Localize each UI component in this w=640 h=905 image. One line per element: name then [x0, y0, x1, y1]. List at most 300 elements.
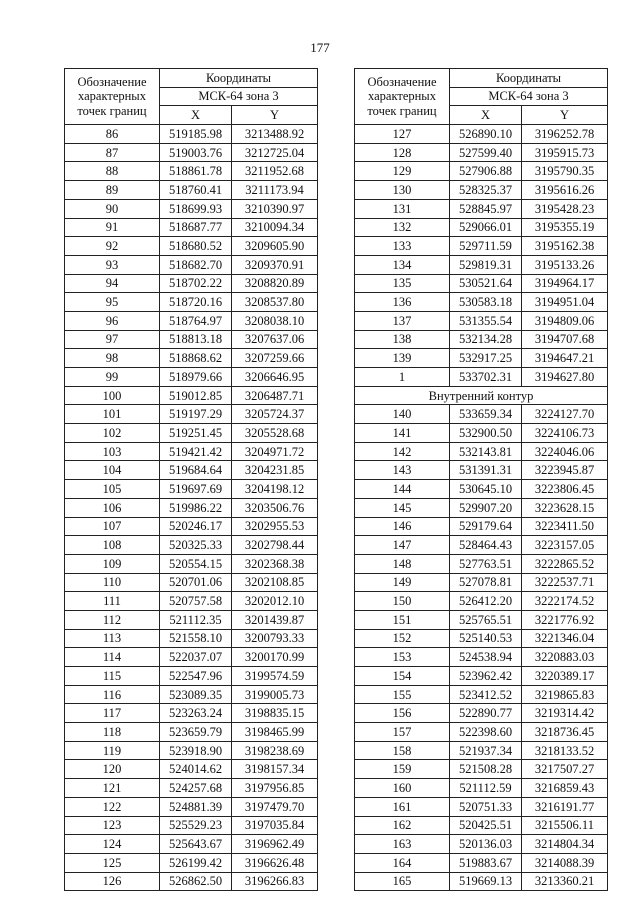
y-cell: 3223157.05 — [522, 536, 608, 555]
table-row — [355, 498, 608, 517]
x-cell: 518813.18 — [160, 330, 232, 349]
table-row — [355, 648, 608, 667]
y-cell: 3224046.06 — [522, 442, 608, 461]
point-cell: 123 — [65, 816, 160, 835]
y-cell: 3222537.71 — [522, 573, 608, 592]
table-row — [355, 293, 608, 312]
y-cell: 3221346.04 — [522, 629, 608, 648]
table-row — [355, 162, 608, 181]
x-cell: 520757.58 — [160, 592, 232, 611]
table-row — [355, 685, 608, 704]
x-cell: 524538.94 — [450, 648, 522, 667]
point-cell: 126 — [65, 872, 160, 891]
y-cell: 3205528.68 — [232, 424, 318, 443]
y-cell: 3219865.83 — [522, 685, 608, 704]
point-cell: 127 — [355, 125, 450, 144]
table-row — [65, 536, 318, 555]
table-row — [355, 143, 608, 162]
x-cell: 529907.20 — [450, 498, 522, 517]
y-cell: 3197035.84 — [232, 816, 318, 835]
y-cell: 3207637.06 — [232, 330, 318, 349]
coordinates-table-left — [64, 68, 318, 891]
x-cell: 519697.69 — [160, 480, 232, 499]
table-row — [355, 330, 608, 349]
table-row — [65, 349, 318, 368]
x-cell: 521558.10 — [160, 629, 232, 648]
x-cell: 518687.77 — [160, 218, 232, 237]
point-cell: 136 — [355, 293, 450, 312]
table-row — [65, 816, 318, 835]
point-cell: 101 — [65, 405, 160, 424]
point-cell: 93 — [65, 255, 160, 274]
table-row — [355, 816, 608, 835]
point-cell: 90 — [65, 199, 160, 218]
x-cell: 528325.37 — [450, 181, 522, 200]
table-row — [65, 330, 318, 349]
point-cell: 144 — [355, 480, 450, 499]
point-cell: 164 — [355, 853, 450, 872]
table-row — [65, 386, 318, 405]
point-cell: 98 — [65, 349, 160, 368]
point-cell: 160 — [355, 779, 450, 798]
y-cell: 3202955.53 — [232, 517, 318, 536]
y-cell: 3196252.78 — [522, 125, 608, 144]
x-cell: 532143.81 — [450, 442, 522, 461]
table-row — [65, 723, 318, 742]
point-cell: 152 — [355, 629, 450, 648]
point-cell: 161 — [355, 797, 450, 816]
designation-header-line: точек границ — [77, 103, 147, 118]
x-cell: 520554.15 — [160, 554, 232, 573]
table-row — [355, 573, 608, 592]
x-cell: 532134.28 — [450, 330, 522, 349]
point-cell: 139 — [355, 349, 450, 368]
y-cell: 3220883.03 — [522, 648, 608, 667]
y-cell: 3221776.92 — [522, 610, 608, 629]
y-cell: 3202798.44 — [232, 536, 318, 555]
coordinates-header: Координаты — [450, 69, 608, 88]
table-row — [355, 125, 608, 144]
y-cell: 3202012.10 — [232, 592, 318, 611]
x-cell: 533659.34 — [450, 405, 522, 424]
point-cell: 148 — [355, 554, 450, 573]
point-cell: 146 — [355, 517, 450, 536]
table-row — [355, 311, 608, 330]
table-row — [355, 442, 608, 461]
point-cell: 89 — [65, 181, 160, 200]
x-cell: 521112.59 — [450, 779, 522, 798]
y-cell: 3194964.17 — [522, 274, 608, 293]
y-cell: 3208038.10 — [232, 311, 318, 330]
table-row — [65, 779, 318, 798]
x-cell: 533702.31 — [450, 368, 522, 387]
point-cell: 145 — [355, 498, 450, 517]
table-row — [65, 704, 318, 723]
y-cell: 3223411.50 — [522, 517, 608, 536]
x-cell: 518682.70 — [160, 255, 232, 274]
inner-contour-label: Внутренний контур — [355, 386, 608, 405]
x-cell: 520425.51 — [450, 816, 522, 835]
y-column-header: Y — [232, 106, 318, 125]
x-cell: 527599.40 — [450, 143, 522, 162]
x-cell: 526199.42 — [160, 853, 232, 872]
y-cell: 3196626.48 — [232, 853, 318, 872]
x-cell: 529066.01 — [450, 218, 522, 237]
x-cell: 522890.77 — [450, 704, 522, 723]
table-row — [65, 255, 318, 274]
point-cell: 114 — [65, 648, 160, 667]
x-cell: 519684.64 — [160, 461, 232, 480]
y-cell: 3198238.69 — [232, 741, 318, 760]
table-row — [355, 461, 608, 480]
y-cell: 3197956.85 — [232, 779, 318, 798]
y-cell: 3203506.76 — [232, 498, 318, 517]
y-cell: 3201439.87 — [232, 610, 318, 629]
table-row — [355, 853, 608, 872]
table-row — [65, 162, 318, 181]
table-row — [355, 592, 608, 611]
y-cell: 3196962.49 — [232, 835, 318, 854]
point-cell: 112 — [65, 610, 160, 629]
table-row — [355, 779, 608, 798]
right-table-section — [355, 386, 608, 405]
table-row — [65, 181, 318, 200]
table-row — [65, 480, 318, 499]
x-cell: 524881.39 — [160, 797, 232, 816]
table-row — [65, 405, 318, 424]
x-column-header: X — [160, 106, 232, 125]
x-cell: 525529.23 — [160, 816, 232, 835]
x-cell: 525643.67 — [160, 835, 232, 854]
point-cell: 125 — [65, 853, 160, 872]
x-cell: 518760.41 — [160, 181, 232, 200]
table-row — [65, 442, 318, 461]
y-cell: 3206487.71 — [232, 386, 318, 405]
x-cell: 526412.20 — [450, 592, 522, 611]
table-row — [65, 274, 318, 293]
point-cell: 158 — [355, 741, 450, 760]
y-cell: 3195616.26 — [522, 181, 608, 200]
point-cell: 117 — [65, 704, 160, 723]
table-row — [65, 125, 318, 144]
y-cell: 3224127.70 — [522, 405, 608, 424]
x-cell: 532917.25 — [450, 349, 522, 368]
designation-header — [355, 69, 450, 125]
x-cell: 519197.29 — [160, 405, 232, 424]
section-row — [355, 386, 608, 405]
x-cell: 523263.24 — [160, 704, 232, 723]
y-cell: 3223806.45 — [522, 480, 608, 499]
point-cell: 120 — [65, 760, 160, 779]
designation-header-line: характерных — [78, 89, 146, 104]
table-row — [355, 480, 608, 499]
x-cell: 525765.51 — [450, 610, 522, 629]
point-cell: 111 — [65, 592, 160, 611]
table-row — [65, 629, 318, 648]
y-cell: 3204231.85 — [232, 461, 318, 480]
x-cell: 520246.17 — [160, 517, 232, 536]
x-cell: 518764.97 — [160, 311, 232, 330]
table-row — [65, 517, 318, 536]
y-cell: 3218133.52 — [522, 741, 608, 760]
point-cell: 94 — [65, 274, 160, 293]
y-cell: 3224106.73 — [522, 424, 608, 443]
y-cell: 3223628.15 — [522, 498, 608, 517]
y-cell: 3194647.21 — [522, 349, 608, 368]
point-cell: 110 — [65, 573, 160, 592]
x-cell: 521112.35 — [160, 610, 232, 629]
point-cell: 105 — [65, 480, 160, 499]
y-cell: 3202368.38 — [232, 554, 318, 573]
point-cell: 142 — [355, 442, 450, 461]
x-cell: 519003.76 — [160, 143, 232, 162]
point-cell: 116 — [65, 685, 160, 704]
y-cell: 3200793.33 — [232, 629, 318, 648]
point-cell: 134 — [355, 255, 450, 274]
x-cell: 523089.35 — [160, 685, 232, 704]
table-row — [65, 685, 318, 704]
y-cell: 3195915.73 — [522, 143, 608, 162]
y-cell: 3198157.34 — [232, 760, 318, 779]
y-cell: 3222174.52 — [522, 592, 608, 611]
table-row — [355, 610, 608, 629]
point-cell: 165 — [355, 872, 450, 891]
x-cell: 527078.81 — [450, 573, 522, 592]
table-row — [355, 349, 608, 368]
y-column-header: Y — [522, 106, 608, 125]
x-cell: 520325.33 — [160, 536, 232, 555]
left-table-body — [65, 125, 318, 891]
table-row — [355, 517, 608, 536]
point-cell: 113 — [65, 629, 160, 648]
point-cell: 88 — [65, 162, 160, 181]
y-cell: 3202108.85 — [232, 573, 318, 592]
x-cell: 530583.18 — [450, 293, 522, 312]
x-cell: 520136.03 — [450, 835, 522, 854]
point-cell: 133 — [355, 237, 450, 256]
x-cell: 528845.97 — [450, 199, 522, 218]
table-row — [355, 218, 608, 237]
x-column-header: X — [450, 106, 522, 125]
y-cell: 3199005.73 — [232, 685, 318, 704]
point-cell: 121 — [65, 779, 160, 798]
point-cell: 163 — [355, 835, 450, 854]
y-cell: 3216191.77 — [522, 797, 608, 816]
x-cell: 527763.51 — [450, 554, 522, 573]
coordinate-system-header: МСК-64 зона 3 — [450, 87, 608, 106]
point-cell: 156 — [355, 704, 450, 723]
y-cell: 3195790.35 — [522, 162, 608, 181]
x-cell: 521937.34 — [450, 741, 522, 760]
point-cell: 135 — [355, 274, 450, 293]
y-cell: 3197479.70 — [232, 797, 318, 816]
y-cell: 3214804.34 — [522, 835, 608, 854]
x-cell: 523412.52 — [450, 685, 522, 704]
y-cell: 3216859.43 — [522, 779, 608, 798]
y-cell: 3206646.95 — [232, 368, 318, 387]
y-cell: 3209370.91 — [232, 255, 318, 274]
table-row — [65, 648, 318, 667]
x-cell: 518861.78 — [160, 162, 232, 181]
table-row — [65, 797, 318, 816]
point-cell: 162 — [355, 816, 450, 835]
point-cell: 150 — [355, 592, 450, 611]
coordinates-header: Координаты — [160, 69, 318, 88]
point-cell: 132 — [355, 218, 450, 237]
coordinates-table-right — [354, 68, 608, 891]
y-cell: 3210094.34 — [232, 218, 318, 237]
x-cell: 528464.43 — [450, 536, 522, 555]
point-cell: 103 — [65, 442, 160, 461]
point-cell: 99 — [65, 368, 160, 387]
y-cell: 3219314.42 — [522, 704, 608, 723]
coordinate-system-header: МСК-64 зона 3 — [160, 87, 318, 106]
y-cell: 3208537.80 — [232, 293, 318, 312]
x-cell: 518699.93 — [160, 199, 232, 218]
x-cell: 520751.33 — [450, 797, 522, 816]
y-cell: 3211952.68 — [232, 162, 318, 181]
table-row — [65, 368, 318, 387]
table-row — [65, 667, 318, 686]
x-cell: 519251.45 — [160, 424, 232, 443]
table-row — [355, 872, 608, 891]
y-cell: 3195133.26 — [522, 255, 608, 274]
table-row — [355, 536, 608, 555]
point-cell: 147 — [355, 536, 450, 555]
y-cell: 3208820.89 — [232, 274, 318, 293]
point-cell: 153 — [355, 648, 450, 667]
y-cell: 3223945.87 — [522, 461, 608, 480]
y-cell: 3194707.68 — [522, 330, 608, 349]
point-cell: 107 — [65, 517, 160, 536]
y-cell: 3211173.94 — [232, 181, 318, 200]
x-cell: 519986.22 — [160, 498, 232, 517]
y-cell: 3213488.92 — [232, 125, 318, 144]
table-row — [355, 424, 608, 443]
x-cell: 518979.66 — [160, 368, 232, 387]
x-cell: 524257.68 — [160, 779, 232, 798]
table-row — [65, 143, 318, 162]
point-cell: 118 — [65, 723, 160, 742]
point-cell: 97 — [65, 330, 160, 349]
table-row — [355, 723, 608, 742]
point-cell: 108 — [65, 536, 160, 555]
table-row — [355, 760, 608, 779]
x-cell: 531391.31 — [450, 461, 522, 480]
x-cell: 524014.62 — [160, 760, 232, 779]
table-row — [355, 554, 608, 573]
table-row — [65, 461, 318, 480]
y-cell: 3210390.97 — [232, 199, 318, 218]
y-cell: 3194627.80 — [522, 368, 608, 387]
y-cell: 3218736.45 — [522, 723, 608, 742]
x-cell: 526890.10 — [450, 125, 522, 144]
table-row — [355, 255, 608, 274]
point-cell: 86 — [65, 125, 160, 144]
table-row — [355, 181, 608, 200]
table-row — [355, 368, 608, 387]
point-cell: 122 — [65, 797, 160, 816]
y-cell: 3195162.38 — [522, 237, 608, 256]
point-cell: 130 — [355, 181, 450, 200]
designation-header-line: Обозначение — [367, 74, 437, 89]
table-row — [65, 592, 318, 611]
x-cell: 518680.52 — [160, 237, 232, 256]
right-table-body-outer — [355, 125, 608, 387]
x-cell: 527906.88 — [450, 162, 522, 181]
point-cell: 124 — [65, 835, 160, 854]
y-cell: 3212725.04 — [232, 143, 318, 162]
table-row — [355, 741, 608, 760]
designation-header-line: Обозначение — [77, 74, 147, 89]
x-cell: 532900.50 — [450, 424, 522, 443]
x-cell: 529711.59 — [450, 237, 522, 256]
point-cell: 109 — [65, 554, 160, 573]
point-cell: 96 — [65, 311, 160, 330]
table-row — [65, 853, 318, 872]
point-cell: 95 — [65, 293, 160, 312]
x-cell: 519883.67 — [450, 853, 522, 872]
y-cell: 3220389.17 — [522, 667, 608, 686]
point-cell: 1 — [355, 368, 450, 387]
x-cell: 518720.16 — [160, 293, 232, 312]
x-cell: 519185.98 — [160, 125, 232, 144]
point-cell: 137 — [355, 311, 450, 330]
table-row — [65, 835, 318, 854]
y-cell: 3194951.04 — [522, 293, 608, 312]
point-cell: 92 — [65, 237, 160, 256]
x-cell: 523918.90 — [160, 741, 232, 760]
y-cell: 3209605.90 — [232, 237, 318, 256]
y-cell: 3194809.06 — [522, 311, 608, 330]
point-cell: 155 — [355, 685, 450, 704]
point-cell: 159 — [355, 760, 450, 779]
table-row — [65, 760, 318, 779]
table-row — [355, 835, 608, 854]
point-cell: 138 — [355, 330, 450, 349]
y-cell: 3215506.11 — [522, 816, 608, 835]
y-cell: 3204198.12 — [232, 480, 318, 499]
x-cell: 523962.42 — [450, 667, 522, 686]
point-cell: 87 — [65, 143, 160, 162]
point-cell: 91 — [65, 218, 160, 237]
y-cell: 3198835.15 — [232, 704, 318, 723]
x-cell: 530645.10 — [450, 480, 522, 499]
table-row — [65, 872, 318, 891]
point-cell: 102 — [65, 424, 160, 443]
y-cell: 3213360.21 — [522, 872, 608, 891]
point-cell: 106 — [65, 498, 160, 517]
point-cell: 119 — [65, 741, 160, 760]
table-row — [65, 218, 318, 237]
x-cell: 519669.13 — [450, 872, 522, 891]
x-cell: 519012.85 — [160, 386, 232, 405]
x-cell: 529179.64 — [450, 517, 522, 536]
y-cell: 3195428.23 — [522, 199, 608, 218]
y-cell: 3222865.52 — [522, 554, 608, 573]
x-cell: 525140.53 — [450, 629, 522, 648]
y-cell: 3196266.83 — [232, 872, 318, 891]
table-row — [65, 293, 318, 312]
x-cell: 519421.42 — [160, 442, 232, 461]
y-cell: 3200170.99 — [232, 648, 318, 667]
point-cell: 141 — [355, 424, 450, 443]
point-cell: 129 — [355, 162, 450, 181]
x-cell: 522037.07 — [160, 648, 232, 667]
point-cell: 100 — [65, 386, 160, 405]
y-cell: 3199574.59 — [232, 667, 318, 686]
point-cell: 151 — [355, 610, 450, 629]
